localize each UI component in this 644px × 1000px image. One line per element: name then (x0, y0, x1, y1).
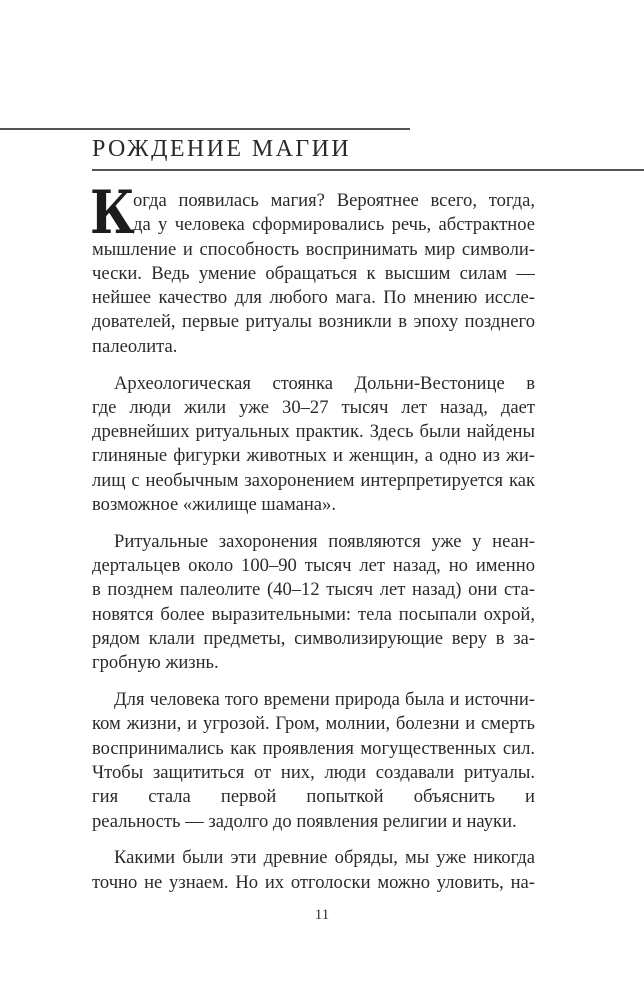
header-rule-bottom (92, 169, 644, 171)
text-line: дертальцев около 100–90 тысяч лет назад, но именно (92, 555, 535, 577)
text-line: рядом клали предметы, символизирующие веру в за- (92, 628, 535, 650)
text-line: чески. Ведь умение обращаться к высшим силам — (92, 262, 535, 284)
paragraph (90, 178, 535, 359)
body-text (90, 178, 535, 908)
text-line: мышление и способность воспринимать мир символи- (92, 238, 535, 260)
paragraph (92, 372, 535, 518)
text-line: древнейших ритуальных практик. Здесь были найдены (92, 421, 535, 443)
text-line: точно не узнаем. Но их отголоски можно уловить, на- (92, 871, 535, 893)
text-line: да у человека сформировались речь, абстрактное (133, 214, 535, 236)
chapter-title: РОЖДЕНИЕ МАГИИ (92, 136, 352, 162)
text-line: Какими были эти древние обряды, мы уже никогда (114, 847, 535, 869)
paragraph (92, 688, 535, 834)
text-line: палеолита. (92, 335, 178, 357)
text-line: дователей, первые ритуалы возникли в эпоху позднего (92, 311, 535, 333)
text-line: в позднем палеолите (40–12 тысяч лет назад) они ста- (92, 579, 535, 601)
text-line: возможное «жилище шамана». (92, 494, 337, 516)
text-line: нейшее качество для любого мага. По мнению иссле- (92, 287, 535, 309)
text-line: ком жизни, и угрозой. Гром, молнии, болезни и смерть (92, 713, 535, 735)
text-line: реальность — задолго до появления религии и науки. (92, 810, 517, 832)
text-line: лищ с необычным захоронением интерпретируется как (92, 469, 535, 491)
text-line: Ритуальные захоронения появляются уже у неан- (114, 530, 535, 552)
text-line: где люди жили уже 30–27 тысяч лет назад, дает (92, 396, 535, 418)
page-number: 11 (314, 907, 330, 923)
text-line: Для человека того времени природа была и источни- (114, 689, 535, 711)
text-line: Чтобы защититься от них, люди создавали ритуалы. (92, 762, 535, 784)
header-rule-top (0, 128, 410, 130)
text-line: воспринимались как проявления могущественных сил. (92, 737, 535, 759)
text-line: гия стала первой попыткой объяснить и (92, 786, 535, 808)
text-line: огда появилась магия? Вероятнее всего, тогда, (133, 190, 535, 211)
text-line: гробную жизнь. (92, 652, 219, 674)
text-line: глиняные фигурки животных и женщин, а одно из жи- (92, 445, 535, 467)
paragraph (92, 846, 535, 895)
paragraph (92, 530, 535, 676)
text-line: Археологическая стоянка Дольни-Вестонице в (114, 372, 535, 394)
text-line: новятся более выразительными: тела посыпали охрой, (92, 603, 535, 625)
drop-cap: К (90, 178, 135, 248)
